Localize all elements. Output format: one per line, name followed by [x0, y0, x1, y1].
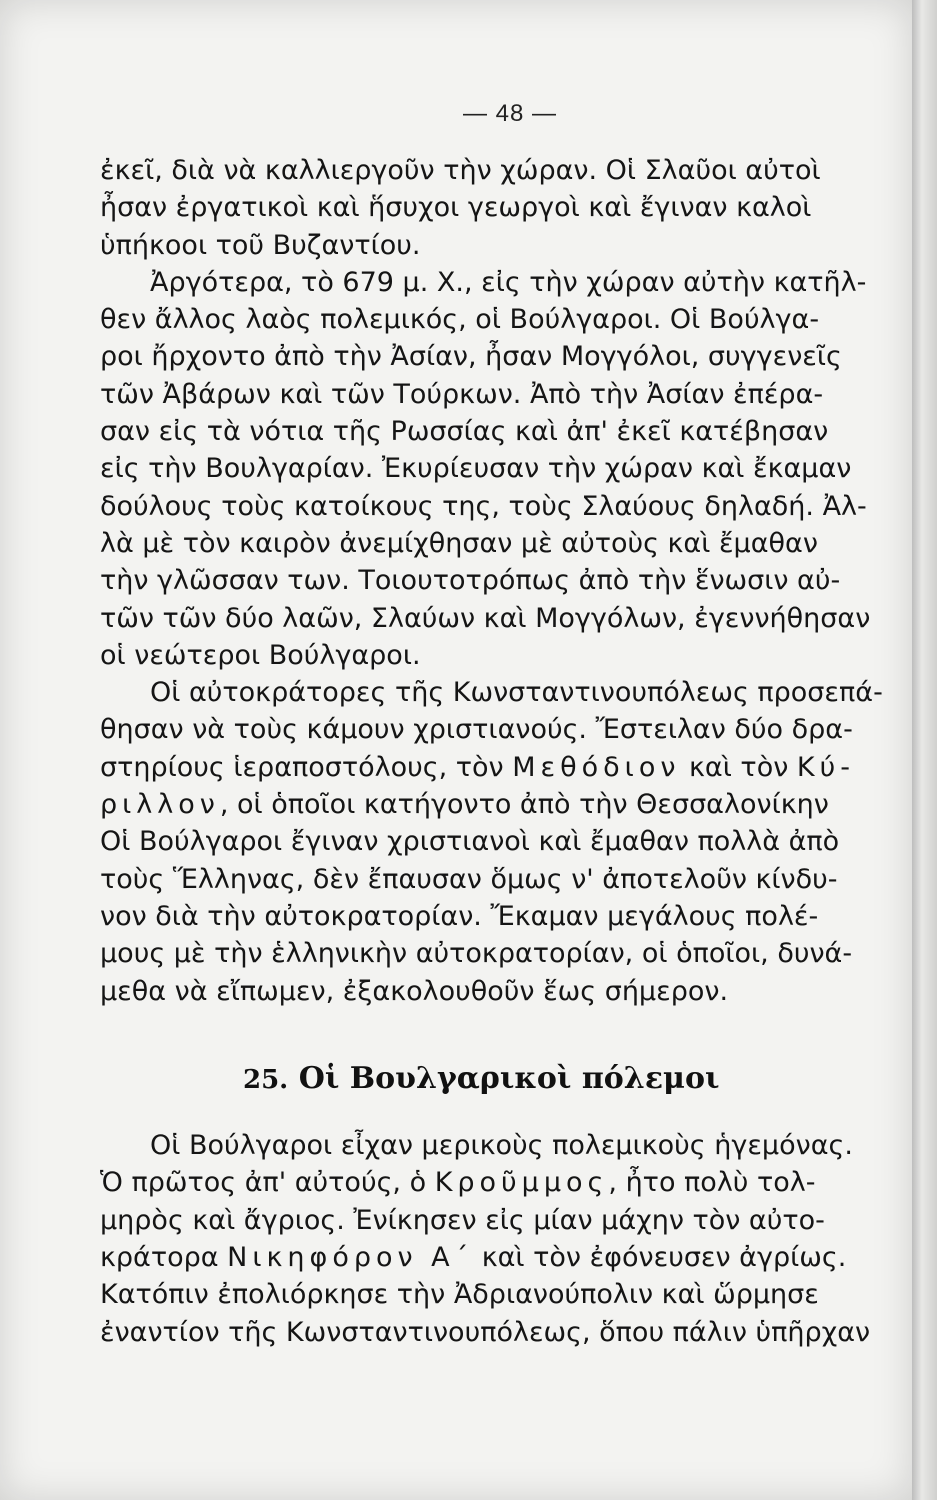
paragraph-4 — [100, 1127, 890, 1351]
text-line: δούλους τοὺς κατοίκους της, τοὺς Σλαύους δηλαδή. Ἀλ- — [100, 490, 867, 522]
text-line: νον διὰ τὴν αὐτοκρατορίαν. Ἔκαμαν μεγάλους πολέ- — [100, 900, 819, 932]
text-line: ροι ἤρχοντο ἀπὸ τὴν Ἀσίαν, ἦσαν Μογγόλοι, συγγενεῖς — [100, 341, 842, 373]
text-line — [100, 786, 890, 823]
spaced-name: Νικηφόρον Α΄ — [227, 1242, 474, 1274]
text-line: Οἱ Βούλγαροι εἶχαν μερικοὺς πολεμικοὺς ἡγεμόνας. — [150, 1130, 853, 1162]
paragraph-2 — [100, 264, 890, 674]
text-line — [100, 1239, 890, 1276]
text-line: τῶν Ἀβάρων καὶ τῶν Τούρκων. Ἀπὸ τὴν Ἀσίαν ἐπέρα- — [100, 378, 824, 410]
text-line: Ἀργότερα, τὸ 679 μ. Χ., εἰς τὴν χώραν αὐτὴν κατῆλ- — [150, 266, 867, 298]
text-line: σαν εἰς τὰ νότια τῆς Ρωσσίας καὶ ἀπ' ἐκεῖ κατέβησαν — [100, 416, 829, 448]
text-line: οἱ νεώτεροι Βούλγαροι. — [100, 639, 421, 671]
text-segment: , ἦτο πολὺ τολ- — [608, 1167, 816, 1199]
text-line: λὰ μὲ τὸν καιρὸν ἀνεμίχθησαν μὲ αὐτοὺς καὶ ἔμαθαν — [100, 527, 818, 559]
spaced-name: Κύ- — [796, 751, 855, 783]
text-line: εἰς τὴν Βουλγαρίαν. Ἐκυρίευσαν τὴν χώραν καὶ ἔκαμαν — [100, 453, 852, 485]
text-line: Οἱ αὐτοκράτορες τῆς Κωνσταντινουπόλεως προσεπά- — [150, 677, 883, 709]
page-number: — 48 — — [462, 100, 558, 127]
section-number: 25. — [243, 1064, 289, 1095]
spaced-name: ριλλον — [100, 789, 220, 821]
text-segment: Ὁ πρῶτος ἀπ' αὐτούς, ὁ — [100, 1167, 435, 1199]
text-line: ἐκεῖ, διὰ νὰ καλλιεργοῦν τὴν χώραν. Οἱ Σλαῦοι αὐτοὶ — [100, 155, 821, 186]
page-edge — [912, 0, 937, 1500]
text-segment: στηρίους ἱεραποστόλους, τὸν — [100, 751, 513, 783]
text-line: θησαν νὰ τοὺς κάμουν χριστιανούς. Ἔστειλαν δύο δρα- — [100, 714, 853, 746]
text-line: τῶν τῶν δύο λαῶν, Σλαύων καὶ Μογγόλων, ἐγεννήθησαν — [100, 602, 871, 634]
section-heading — [243, 1060, 890, 1099]
text-line: μους μὲ τὴν ἑλληνικὴν αὐτοκρατορίαν, οἱ ὁποῖοι, δυνά- — [100, 938, 853, 970]
paragraph-1 — [100, 152, 890, 264]
text-line: Κατόπιν ἐπολιόρκησε τὴν Ἀδριανούπολιν καὶ ὥρμησε — [100, 1279, 819, 1311]
text-segment: κράτορα — [100, 1242, 228, 1274]
text-line: τοὺς Ἕλληνας, δὲν ἔπαυσαν ὅμως ν' ἀποτελοῦν κίνδυ- — [100, 863, 838, 895]
text-line — [100, 749, 890, 786]
paragraph-3 — [100, 674, 890, 1010]
text-line: ὑπήκοοι τοῦ Βυζαντίου. — [100, 229, 421, 261]
text-line: μεθα νὰ εἴπωμεν, ἐξακολουθοῦν ἕως σήμερον. — [100, 975, 729, 1007]
page-body — [100, 152, 890, 1351]
text-segment: καὶ τὸν ἐφόνευσεν ἀγρίως. — [473, 1242, 847, 1274]
section-title: Οἱ Βουλγαρικοὶ πόλεμοι — [298, 1060, 720, 1096]
text-line: μηρὸς καὶ ἄγριος. Ἐνίκησεν εἰς μίαν μάχην τὸν αὐτο- — [100, 1204, 825, 1236]
text-line: θεν ἄλλος λαὸς πολεμικός, οἱ Βούλγαροι. Οἱ Βούλγα- — [100, 304, 820, 336]
text-line: Οἱ Βούλγαροι ἔγιναν χριστιανοὶ καὶ ἔμαθαν πολλὰ ἀπὸ — [100, 826, 840, 858]
text-segment: , οἱ ὁποῖοι κατήγοντο ἀπὸ τὴν Θεσσαλονίκην — [219, 789, 829, 821]
text-line: τὴν γλῶσσαν των. Τοιουτοτρόπως ἀπὸ τὴν ἕνωσιν αὐ- — [100, 565, 841, 597]
spaced-name: Κροῦμμος — [434, 1167, 609, 1199]
spaced-name: Μεθόδιον — [512, 751, 681, 783]
text-line: ἦσαν ἐργατικοὶ καὶ ἥσυχοι γεωργοὶ καὶ ἔγιναν καλοὶ — [100, 192, 812, 224]
text-segment: καὶ τὸν — [680, 751, 797, 783]
text-line: ἐναντίον τῆς Κωνσταντινουπόλεως, ὅπου πάλιν ὑπῆρχαν — [100, 1316, 871, 1348]
text-line — [100, 1164, 890, 1201]
